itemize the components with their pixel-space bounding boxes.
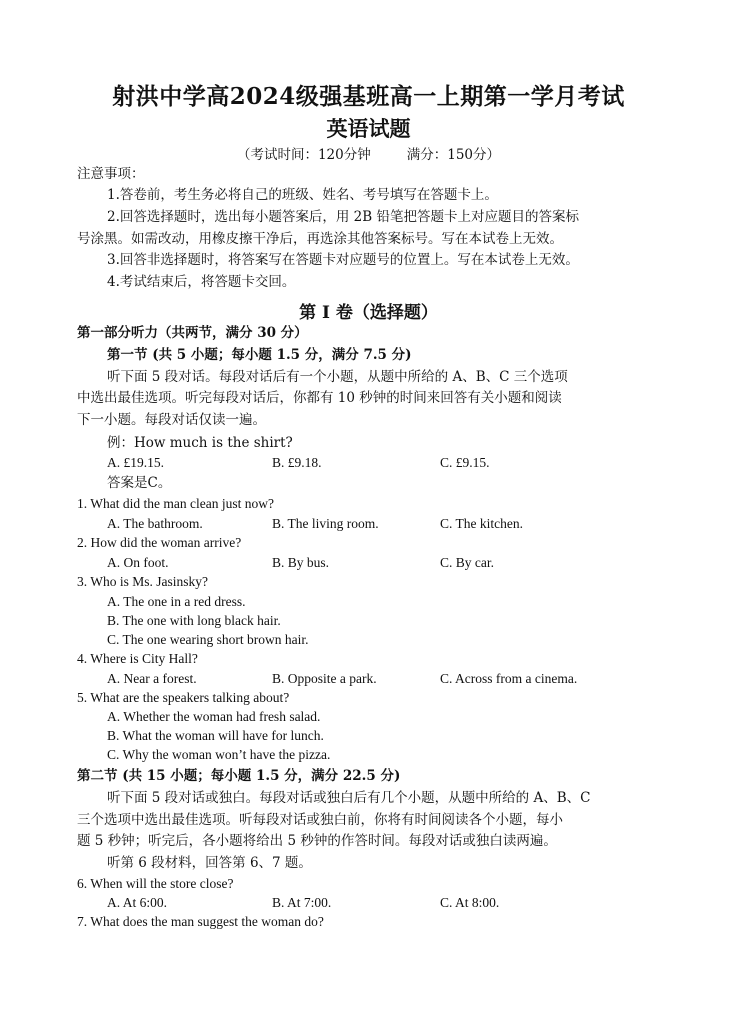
section1-instruction: 下一小题。每段对话仅读一遍。 [77,412,266,428]
question-1: 1. What did the man clean just now? [77,496,274,511]
q6-option-a: A. At 6:00. [107,895,168,910]
question-5: 5. What are the speakers talking about? [77,690,290,705]
notice-heading: 注意事项： [77,166,145,182]
example-option-c: C. £9.15. [440,455,490,470]
q4-option-b: B. Opposite a park. [272,671,377,686]
question-4: 4. Where is City Hall? [77,651,198,666]
example-option-a: A. £19.15. [107,455,164,470]
q5-option-c: C. Why the woman won’t have the pizza. [107,747,331,762]
question-6: 6. When will the store close? [77,876,234,891]
example-answer: 答案是C。 [107,475,172,491]
question-7: 7. What does the man suggest the woman do? [77,914,324,929]
section2-instruction: 听第 6 段材料，回答第 6、7 题。 [107,855,312,871]
q2-option-c: C. By car. [440,555,494,570]
q3-option-b: B. The one with long black hair. [107,613,281,628]
notice-item: 号涂黑。如需改动，用橡皮擦干净后，再选涂其他答案标号。写在本试卷上无效。 [77,231,563,247]
q3-option-c: C. The one wearing short brown hair. [107,632,309,647]
q1-option-c: C. The kitchen. [440,516,523,531]
section2-instruction: 题 5 秒钟；听完后，各小题将给出 5 秒钟的作答时间。每段对话或独白读两遍。 [77,833,557,849]
exam-subtitle: 英语试题 [326,116,411,141]
q5-option-a: A. Whether the woman had fresh salad. [107,709,321,724]
q1-option-a: A. The bathroom. [107,516,203,531]
example-question: 例：How much is the shirt? [107,435,293,451]
section2-instruction: 听下面 5 段对话或独白。每段对话或独白后有几个小题，从题中所给的 A、B、C [107,790,591,806]
section2-heading: 第二节 (共 15 小题；每小题 1.5 分，满分 22.5 分) [77,768,401,784]
notice-item: 1.答卷前，考生务必将自己的班级、姓名、考号填写在答题卡上。 [107,187,498,203]
q4-option-c: C. Across from a cinema. [440,671,578,686]
q6-option-c: C. At 8:00. [440,895,500,910]
notice-item: 4.考试结束后，将答题卡交回。 [107,274,296,290]
q2-option-a: A. On foot. [107,555,169,570]
notice-item: 3.回答非选择题时，将答案写在答题卡对应题号的位置上。写在本试卷上无效。 [107,252,579,268]
section1-instruction: 中选出最佳选项。听完每段对话后，你都有 10 秒钟的时间来回答有关小题和阅读 [77,390,562,406]
q4-option-a: A. Near a forest. [107,671,197,686]
question-2: 2. How did the woman arrive? [77,535,242,550]
exam-time: （考试时间：120分钟 [236,147,371,163]
question-3: 3. Who is Ms. Jasinsky? [77,574,209,589]
section1-heading: 第一节 (共 5 小题；每小题 1.5 分，满分 7.5 分) [107,347,412,363]
example-option-b: B. £9.18. [272,455,322,470]
q3-option-a: A. The one in a red dress. [107,594,246,609]
exam-title: 射洪中学高2024级强基班高一上期第一学月考试 [112,83,625,110]
volume-title: 第 I 卷（选择题） [299,303,438,323]
part1-heading: 第一部分听力（共两节，满分 30 分） [77,325,308,341]
q6-option-b: B. At 7:00. [272,895,332,910]
exam-info [0,143,737,163]
exam-score: 满分：150分） [406,147,501,163]
notice-item: 2.回答选择题时，选出每小题答案后，用 2B 铅笔把答题卡上对应题目的答案标 [107,209,579,225]
q1-option-b: B. The living room. [272,516,379,531]
section2-instruction: 三个选项中选出最佳选项。听每段对话或独白前，你将有时间阅读各个小题，每小 [77,812,563,828]
section1-instruction: 听下面 5 段对话。每段对话后有一个小题，从题中所给的 A、B、C 三个选项 [107,369,568,385]
q5-option-b: B. What the woman will have for lunch. [107,728,324,743]
q2-option-b: B. By bus. [272,555,330,570]
